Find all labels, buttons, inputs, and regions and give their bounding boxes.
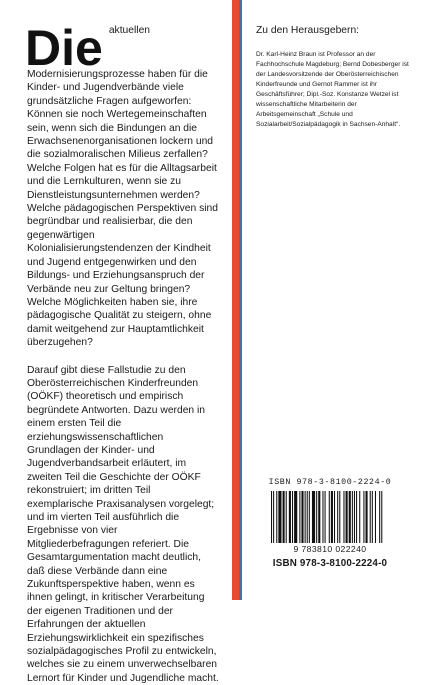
barcode-bar — [352, 491, 353, 543]
barcode-bar — [331, 491, 333, 543]
barcode-bar — [309, 491, 310, 543]
blue-stripe — [239, 0, 242, 600]
barcode-bar — [329, 491, 330, 543]
barcode-bar — [334, 491, 335, 543]
barcode-bar — [278, 491, 281, 543]
barcode-bar — [359, 491, 360, 543]
barcode-bar — [322, 491, 323, 543]
blurb-paragraph-1 — [25, 20, 219, 350]
isbn-bottom-text: ISBN 978-3-8100-2224-0 — [272, 558, 388, 569]
drop-cap: Die — [25, 20, 103, 76]
barcode-bar — [356, 491, 357, 543]
barcode-bar — [301, 491, 303, 543]
barcode-bar — [372, 491, 373, 543]
editors-bio: Dr. Karl-Heinz Braun ist Professor an der Fachhochschule Magdeburg; Bernd Dobesberger ist der Landesvorsitzende der Oberösterreichischen Kinderfreunde und Gernot Rammer ist ihr Geschäftsführer; Dipl.-Soz. Konstanze Wetzel ist wissenschaftliche Mitarbeiterin der Arbeitsgemeinschaft „Schule und Sozialarbeit/Sozialpädagogik in Sachsen-Anhalt“. — [256, 51, 409, 128]
barcode-bar — [349, 491, 351, 543]
barcode-bar — [318, 491, 320, 543]
barcode-bar — [346, 491, 348, 543]
barcode-bar — [276, 491, 277, 543]
barcode-bar — [366, 491, 368, 543]
barcode-bar — [283, 491, 285, 543]
barcode-bar — [286, 491, 287, 543]
barcode — [269, 491, 391, 545]
barcode-bar — [379, 491, 380, 543]
barcode-bar — [307, 491, 308, 543]
barcode-bar — [339, 491, 340, 543]
orange-stripe — [232, 0, 239, 600]
barcode-bar — [316, 491, 317, 543]
barcode-bar — [363, 491, 364, 543]
editors-section — [256, 24, 414, 130]
isbn-barcode-block — [257, 478, 403, 580]
barcode-bar — [273, 491, 274, 543]
barcode-digits: 9 783810 022240 — [293, 544, 367, 554]
blurb-paragraph-2: Darauf gibt diese Fallstudie zu den Oberösterreichischen Kinderfreunden (OÖKF) theoretisch und empirisch begründete Antworten. Dazu werden in einem ersten Teil die erziehungswissenschaftlichen Grundlagen der Kinder- und Jugendverbandsarbeit erläutert, im zweiten Teil die Geschichte der OÖKF rekonstruiert; im dritten Teil exemplarische Praxisanalysen vorgelegt; und im vierten Teil ausführlich die Ergebnisse von vier Mitgliederbefragungen referiert. Die Gesamtargumentation macht deutlich, daß diese Verbände dann eine Zukunftsperspektive haben, wenn es ihnen gelingt, in kritischer Verarbeitung der eigenen Traditionen und der Erfahrungen der aktuellen Erziehungswirklichkeit ein spezifisches sozialpädagogisches Profil zu entwickeln, welches sie zu einem unverwechselbaren Lernort für Kinder und Jugendliche macht. — [27, 364, 219, 684]
barcode-bar — [337, 491, 338, 543]
barcode-bar — [370, 491, 371, 543]
barcode-bar — [354, 491, 355, 543]
barcode-bar — [271, 491, 272, 543]
barcode-bar — [299, 491, 300, 543]
barcode-bar — [375, 491, 376, 543]
barcode-bar — [292, 491, 293, 543]
barcode-bar — [305, 491, 306, 543]
barcode-bar — [294, 491, 297, 543]
barcode-bar — [312, 491, 315, 543]
isbn-top-text: ISBN 978-3-8100-2224-0 — [268, 478, 392, 487]
barcode-bar — [325, 491, 326, 543]
barcode-bar — [289, 491, 291, 543]
barcode-bar — [381, 491, 382, 543]
blurb-paragraph-1-text: aktuellen Modernisierungsprozesse haben für die Kinder- und Jugendverbände viele grundsätzliche Fragen aufgeworfen: Können sie noch Wertegemeinschaften sein, wenn sich die Bindungen an die Erwachsenenorganisationen lockern und die sozialmoralischen Milieus zerfallen? Welche Folgen hat es für die Alltagsarbeit und die Lernkulturen, wenn sie zu Dienstleistungsunternehmen werden? Welche pädagogischen Perspektiven sind begründbar und realisierbar, die den gegenwärtigen Kolonialisierungstendenzen der Kindheit und Jugend entgegenwirken und den Bildungs- und Erziehungsanspruch der Verbände neu zur Geltung bringen? Welche Möglichkeiten haben sie, ihre pädagogische Qualität zu steigern, ohne damit weitgehend zur Hauptamtlichkeit überzugehen? — [27, 25, 218, 349]
barcode-bar — [343, 491, 344, 543]
book-blurb — [25, 20, 219, 685]
editors-heading: Zu den Herausgebern: — [256, 25, 360, 36]
